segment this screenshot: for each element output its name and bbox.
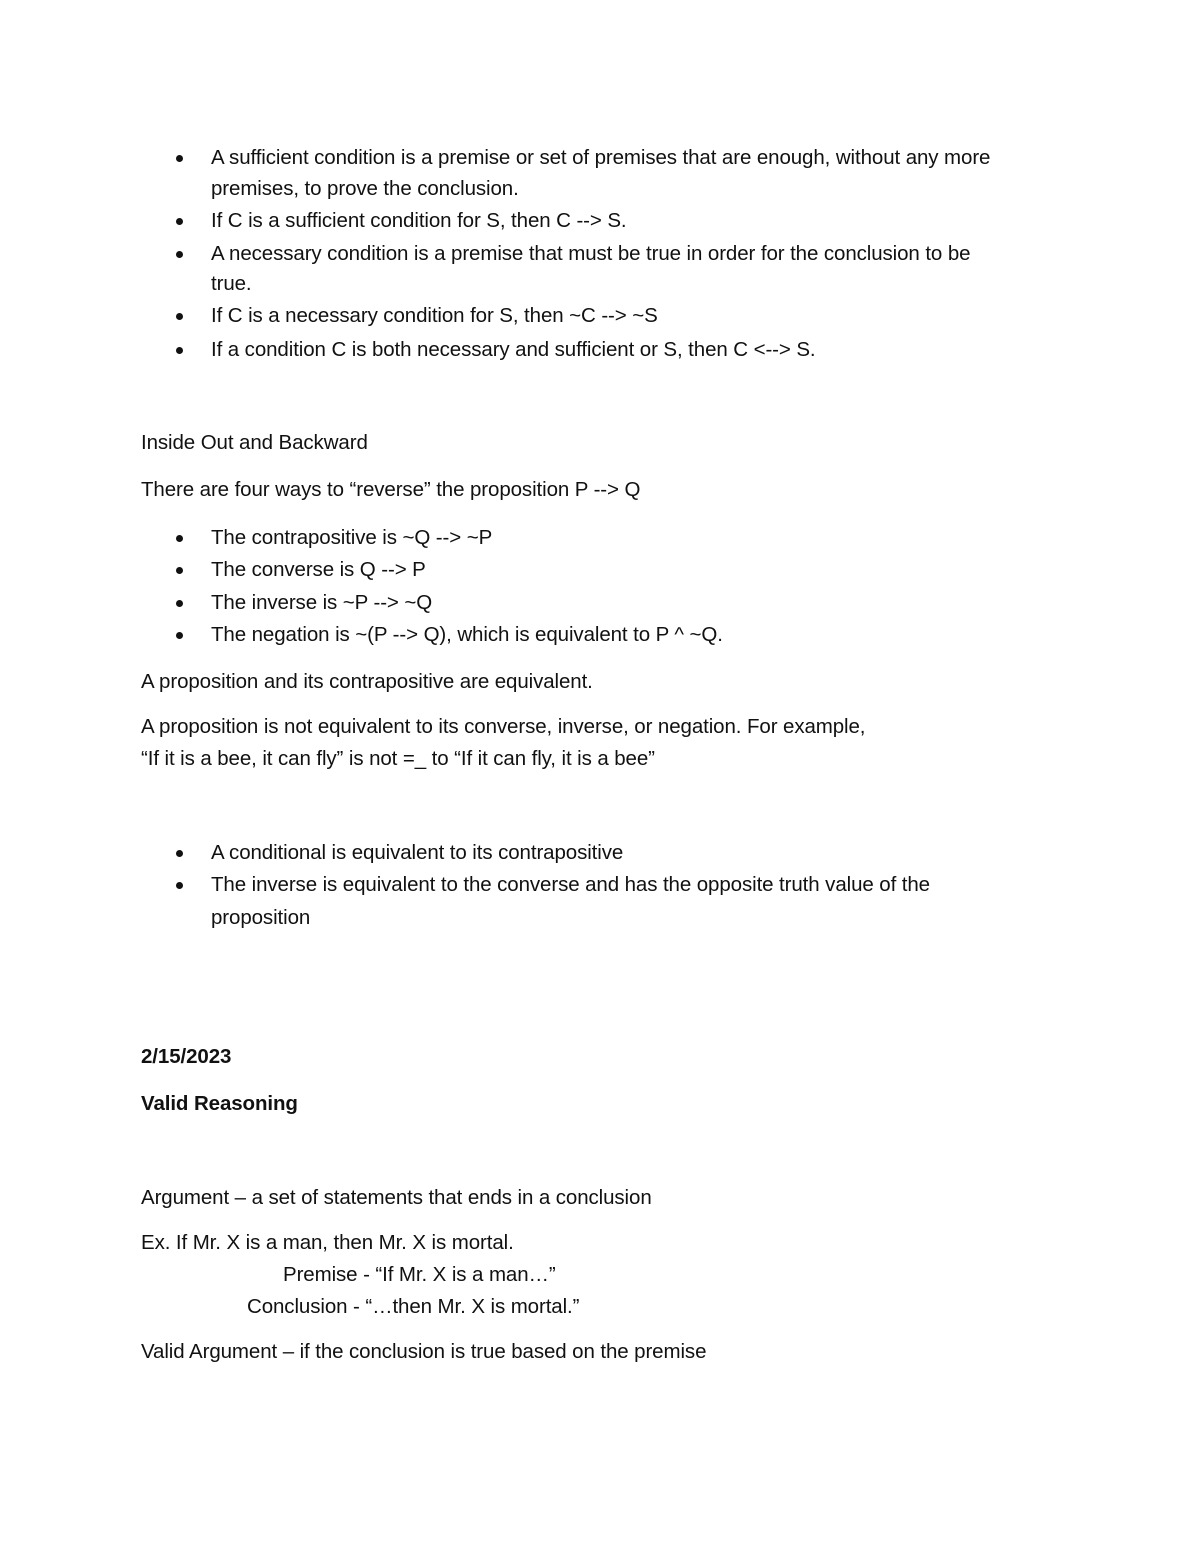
bullet-icon xyxy=(176,632,183,639)
list3-item-2-line-1: The inverse is equivalent to the converse and has the opposite truth value of the xyxy=(211,873,930,896)
list2-item-contrapositive: The contrapositive is ~Q --> ~P xyxy=(211,526,493,549)
bullet-icon xyxy=(176,567,183,574)
bullet-icon xyxy=(176,313,183,320)
section-heading-valid-reasoning: Valid Reasoning xyxy=(141,1092,298,1115)
list3-item-1: A conditional is equivalent to its contrapositive xyxy=(211,841,624,864)
list1-item-5: If a condition C is both necessary and sufficient or S, then C <--> S. xyxy=(211,338,816,361)
list2-item-inverse: The inverse is ~P --> ~Q xyxy=(211,591,433,614)
list1-item-4: If C is a necessary condition for S, then ~C --> ~S xyxy=(211,304,658,327)
bullet-icon xyxy=(176,600,183,607)
bullet-icon xyxy=(176,347,183,354)
bullet-icon xyxy=(176,535,183,542)
list1-item-3-line-2: true. xyxy=(211,272,252,295)
list1-item-3-line-1: A necessary condition is a premise that must be true in order for the conclusion to be xyxy=(211,242,971,265)
valid-argument-definition: Valid Argument – if the conclusion is true based on the premise xyxy=(141,1340,707,1363)
bullet-icon xyxy=(176,251,183,258)
bullet-icon xyxy=(176,882,183,889)
list2-item-negation: The negation is ~(P --> Q), which is equivalent to P ^ ~Q. xyxy=(211,623,723,646)
list1-item-1-line-1: A sufficient condition is a premise or set of premises that are enough, without any more xyxy=(211,146,991,169)
bullet-icon xyxy=(176,155,183,162)
argument-definition: Argument – a set of statements that ends in a conclusion xyxy=(141,1186,652,1209)
list3-item-2-line-2: proposition xyxy=(211,906,311,929)
example-statement: Ex. If Mr. X is a man, then Mr. X is mortal. xyxy=(141,1231,514,1254)
paragraph-non-equivalence-line-1: A proposition is not equivalent to its converse, inverse, or negation. For example, xyxy=(141,715,866,738)
section-heading-inside-out: Inside Out and Backward xyxy=(141,431,368,454)
list1-item-1-line-2: premises, to prove the conclusion. xyxy=(211,177,519,200)
paragraph-equivalence: A proposition and its contrapositive are equivalent. xyxy=(141,670,593,693)
list2-item-converse: The converse is Q --> P xyxy=(211,558,426,581)
list1-item-2: If C is a sufficient condition for S, then C --> S. xyxy=(211,209,627,232)
paragraph-non-equivalence-line-2: “If it is a bee, it can fly” is not =_ to “If it can fly, it is a bee” xyxy=(141,747,655,770)
bullet-icon xyxy=(176,850,183,857)
conclusion-line: Conclusion - “…then Mr. X is mortal.” xyxy=(247,1295,580,1318)
date-heading: 2/15/2023 xyxy=(141,1045,232,1068)
premise-line: Premise - “If Mr. X is a man…” xyxy=(283,1263,556,1286)
bullet-icon xyxy=(176,218,183,225)
section-intro: There are four ways to “reverse” the proposition P --> Q xyxy=(141,478,641,501)
